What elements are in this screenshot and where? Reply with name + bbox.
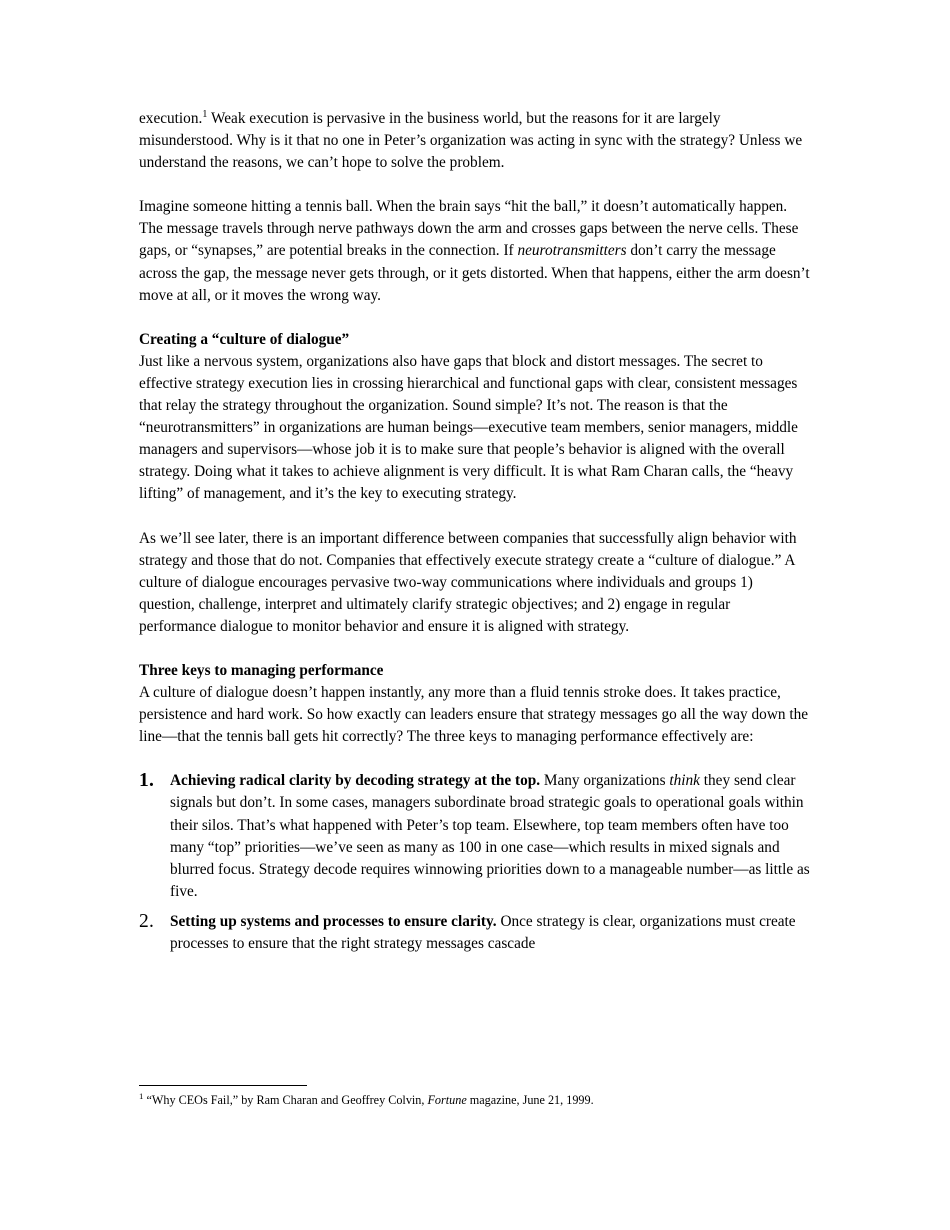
list-item-1-body-a: Many organizations	[540, 772, 670, 790]
footnote-reference-marker[interactable]: 1	[202, 108, 208, 120]
paragraph-1-text-b: Weak execution is pervasive in the business world, but the reasons for it are largely misunderstood. Why is it that no one in Peter’s organization was acting in sync with the strategy? Unless we understand the reasons, we can’t hope to solve the problem.	[139, 110, 803, 172]
list-item-1-lead: Achieving radical clarity by decoding strategy at the top.	[170, 772, 541, 790]
list-item-1-body-b: they send clear signals but don’t. In some cases, managers subordinate broad strategic goals to operational goals within their silos. That’s what happened with Peter’s top team. Elsewhere, top team members often have too many “top” priorities—we’ve seen as many as 100 in one case—which results in mixed signals and blurred focus. Strategy decode requires winnowing priorities down to a manageable number—as little as five.	[170, 772, 810, 900]
footnote-text	[139, 1092, 811, 1108]
italic-term-neurotransmitters: neurotransmitters	[517, 242, 627, 260]
footnote-number: 1	[139, 1090, 144, 1101]
paragraph-2-text-a: Imagine someone hitting a tennis ball. When the brain says “hit the ball,” it doesn’t automatically happen. The message travels through nerve pathways down the arm and crosses gaps between the nerve cells. These gaps, or “synapses,” are potential breaks in the connection. If	[139, 198, 799, 260]
paragraph-1	[139, 108, 811, 174]
paragraph-2	[139, 196, 811, 306]
list-item	[139, 770, 811, 903]
list-item-2-text	[170, 911, 811, 955]
paragraph-1-text-a: execution.	[139, 110, 203, 127]
footnote-text-a: “Why CEOs Fail,” by Ram Charan and Geoffrey Colvin,	[143, 1093, 428, 1107]
list-item-2-number: 2.	[139, 910, 155, 932]
list-item-2-body-a: Once strategy is clear, organizations must create processes to ensure that the right strategy messages cascade	[170, 912, 796, 952]
numbered-list	[139, 770, 811, 955]
italic-term-fortune: Fortune	[427, 1093, 467, 1107]
paragraph-5: A culture of dialogue doesn’t happen instantly, any more than a fluid tennis stroke does. It takes practice, persistence and hard work. So how exactly can leaders ensure that strategy messages go all the way down the line—that the tennis ball gets hit correctly? The three keys to managing performance effectively are:	[139, 684, 809, 746]
italic-term-think: think	[669, 772, 700, 790]
paragraph-2-text-b: don’t carry the message across the gap, the message never gets through, or it gets distorted. When that happens, either the arm doesn’t move at all, or it moves the wrong way.	[139, 242, 810, 304]
paragraph-4: As we’ll see later, there is an important difference between companies that successfully align behavior with strategy and those that do not. Companies that effectively execute strategy create a “culture of dialogue.” A culture of dialogue encourages pervasive two-way communications where individuals and groups 1) question, challenge, interpret and ultimately clarify strategic objectives; and 2) engage in regular performance dialogue to monitor behavior and ensure it is aligned with strategy.	[139, 529, 797, 635]
footnote-separator-rule	[139, 1085, 307, 1086]
list-item	[139, 911, 811, 955]
heading-creating-a-culture-of-dialogue: Creating a “culture of dialogue”	[139, 330, 350, 348]
paragraph-3: Just like a nervous system, organizations also have gaps that block and distort messages. The secret to effective strategy execution lies in crossing hierarchical and functional gaps with clear, consistent messages that relay the strategy throughout the organization. Sound simple? It’s not. The reason is that the “neurotransmitters” in organizations are human beings—executive team members, senior managers, middle managers and supervisors—whose job it is to make sure that people’s behavior is aligned with the overall strategy. Doing what it takes to achieve alignment is very difficult. It is what Ram Charan calls, the “heavy lifting” of management, and it’s the key to executing strategy.	[139, 352, 798, 503]
list-item-1-number: 1.	[139, 770, 155, 792]
heading-three-keys-to-managing-performance: Three keys to managing performance	[139, 661, 384, 679]
document-body	[139, 108, 811, 955]
list-item-2-lead: Setting up systems and processes to ensure clarity.	[170, 912, 497, 930]
footnote-text-b: magazine, June 21, 1999.	[466, 1093, 594, 1107]
list-item-1-text	[170, 770, 811, 903]
footnote-area	[139, 1085, 811, 1108]
